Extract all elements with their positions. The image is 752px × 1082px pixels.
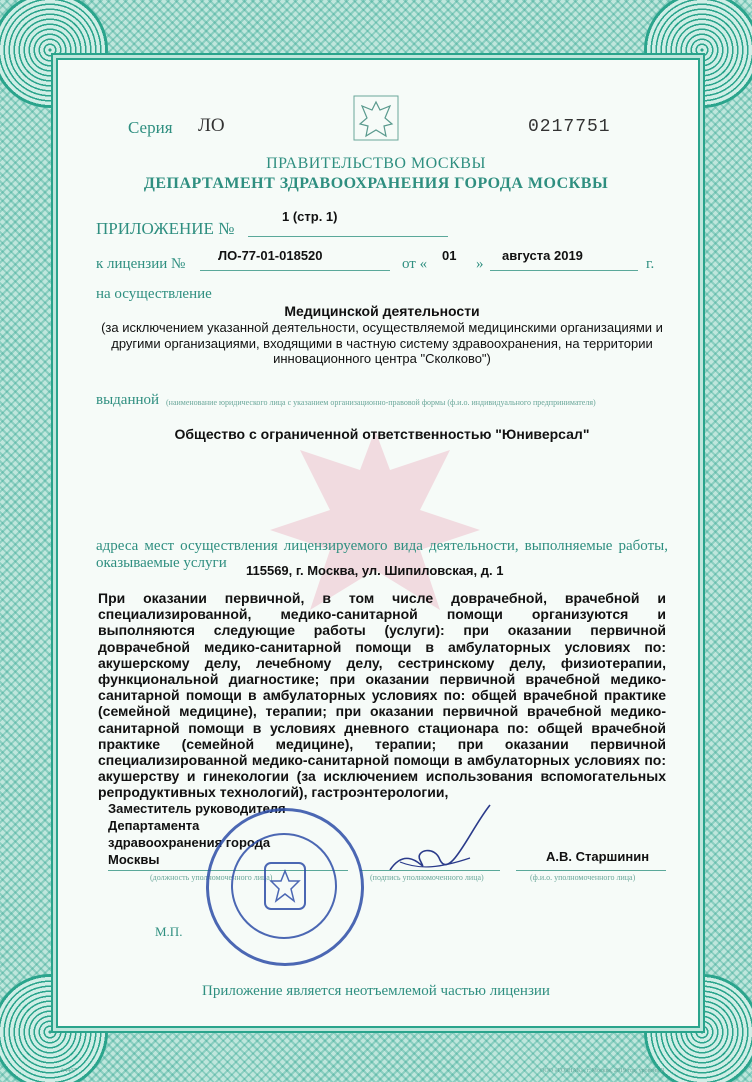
signatory-name: А.В. Старшинин bbox=[546, 849, 650, 864]
signatory-position-line3: здравоохранения города bbox=[108, 835, 271, 850]
department-title: ДЕПАРТАМЕНТ ЗДРАВООХРАНЕНИЯ ГОРОДА МОСКВЫ bbox=[143, 175, 609, 192]
license-date-underline bbox=[490, 270, 638, 271]
name-underline bbox=[516, 870, 666, 871]
address-value: 115569, г. Москва, ул. Шипиловская, д. 1 bbox=[246, 563, 504, 578]
license-day: 01 bbox=[442, 248, 457, 263]
signatory-position-line1: Заместитель руководителя bbox=[108, 801, 286, 816]
activity-title: Медицинской деятельности bbox=[284, 303, 480, 319]
license-number-underline bbox=[200, 270, 390, 271]
license-prefix: к лицензии № bbox=[96, 256, 186, 272]
activity-label: на осуществление bbox=[96, 286, 212, 302]
series-value: ЛО bbox=[198, 115, 225, 136]
license-date-close: » bbox=[476, 256, 484, 272]
address-label: адреса мест осуществления лицензируемого вида деятельности, выполняемые работы, оказываемые услуги bbox=[96, 538, 668, 571]
seal-emblem-icon bbox=[259, 857, 311, 917]
signature-hint: (подпись уполномоченного лица) bbox=[370, 873, 484, 882]
footer-code-left: А4407 bbox=[60, 1068, 77, 1074]
signature-underline bbox=[360, 870, 500, 871]
stamp-place-label: М.П. bbox=[155, 924, 183, 939]
activity-note: (за исключением указанной деятельности, осуществляемой медицинскими организациями и другими организациями, входящими в частную систему здравоохранения, на территории инновационного центра "Сколково") bbox=[101, 320, 663, 366]
license-number: ЛО-77-01-018520 bbox=[218, 248, 323, 263]
license-month-year: августа 2019 bbox=[502, 248, 583, 263]
series-label: Серия bbox=[128, 118, 173, 137]
footer-code-right: ООО «ГОЗНАК», г. Москва, 2019 год, уровень В bbox=[540, 1068, 665, 1074]
signatory-position-line4: Москвы bbox=[108, 852, 160, 867]
appendix-label: ПРИЛОЖЕНИЕ № bbox=[96, 219, 235, 238]
appendix-value: 1 (стр. 1) bbox=[282, 209, 338, 224]
official-seal-icon bbox=[206, 808, 364, 966]
name-hint: (ф.и.о. уполномоченного лица) bbox=[530, 873, 636, 882]
document-number: 0217751 bbox=[528, 117, 611, 137]
license-date-open: от « bbox=[402, 256, 428, 272]
organization-name: Общество с ограниченной ответственностью "Юниверсал" bbox=[174, 426, 590, 442]
appendix-underline bbox=[248, 236, 448, 237]
footer-note: Приложение является неотъемлемой частью лицензии bbox=[202, 983, 550, 999]
issued-hint: (наименование юридического лица с указанием организационно-правовой формы (ф.и.о. индивидуального предпринимателя) bbox=[166, 398, 596, 407]
coat-of-arms-icon bbox=[352, 94, 400, 142]
issued-label: выданной bbox=[96, 392, 160, 408]
license-year-suffix: г. bbox=[646, 256, 655, 272]
government-title: ПРАВИТЕЛЬСТВО МОСКВЫ bbox=[266, 155, 486, 172]
position-hint: (должность уполномоченного лица) bbox=[150, 873, 273, 882]
signatory-position-line2: Департамента bbox=[108, 818, 200, 833]
services-text: При оказании первичной, в том числе доврачебной, врачебной и специализированной, медико-санитарной помощи организуются и выполняются следующие работы (услуги): при оказании первичной доврачебной медико-санитарной помощи в амбулаторных условиях по: акушерскому делу, лечебному делу, сестринскому делу, физиотерапии, функциональной диагностике; при оказании первичной врачебной медико-санитарной помощи в амбулаторных условиях по: общей врачебной практике (семейной медицине), терапии; при оказании первичной врачебной медико-санитарной помощи в условиях дневного стационара по: общей врачебной практике (семейной медицине), терапии; при оказании первичной специализированной медико-санитарной помощи в амбулаторных условиях по: акушерству и гинекологии (за исключением использования вспомогательных репродуктивных технологий), гастроэнтерологии, bbox=[98, 590, 666, 801]
